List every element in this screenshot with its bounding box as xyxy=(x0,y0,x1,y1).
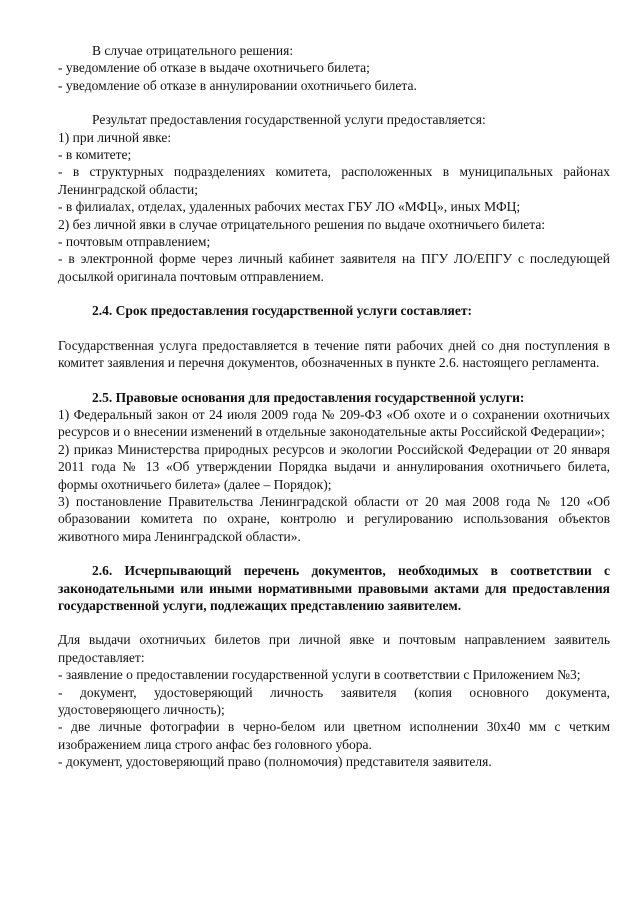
list-item: - документ, удостоверяющий личность заявителя (копия основного документа, удостоверяющего личность); xyxy=(58,684,610,717)
list-item: - в комитете; xyxy=(58,147,132,163)
list-item: 1) Федеральный закон от 24 июля 2009 года № 209-ФЗ «Об охоте и о сохранении охотничьих ресурсов и о внесении изменений в отдельные законодательные акты Российской Федерации»; xyxy=(58,406,610,440)
section-paragraph: Государственная услуга предоставляется в течение пяти рабочих дней со дня поступления в комитет заявления и перечня документов, обозначенных в пункте 2.6. настоящего регламента. xyxy=(58,337,610,371)
list-item: - уведомление об отказе в аннулировании охотничьего билета. xyxy=(58,77,417,93)
negative-decision-intro: В случае отрицательного решения: xyxy=(92,43,294,58)
section-heading: 2.6. Исчерпывающий перечень документов, необходимых в соответствии с законодательными или иными нормативными правовыми актами для предоставления государственной услуги, подлежащих представлению заявителем. xyxy=(58,563,610,613)
list-item: 2) без личной явки в случае отрицательного решения по выдаче охотничьего билета: xyxy=(58,216,546,232)
list-item: - в филиалах, отделах, удаленных рабочих местах ГБУ ЛО «МФЦ», иных МФЦ; xyxy=(58,199,521,215)
list-item: - в структурных подразделениях комитета, расположенных в муниципальных районах Ленинградской области; xyxy=(58,164,610,197)
list-item: - уведомление об отказе в выдаче охотничьего билета; xyxy=(58,60,370,76)
list-item: - заявление о предоставлении государственной услуги в соответствии с Приложением №3; xyxy=(58,667,581,683)
section-heading: 2.5. Правовые основания для предоставления государственной услуги: xyxy=(92,389,525,405)
list-item: - в электронной форме через личный кабинет заявителя на ПГУ ЛО/ЕПГУ с последующей досылкой оригинала почтовым отправлением. xyxy=(58,251,610,284)
list-item: - две личные фотографии в черно-белом или цветном исполнении 30х40 мм с четким изображением лица строго анфас без головного убора. xyxy=(58,719,610,752)
list-item: 2) приказ Министерства природных ресурсов и экологии Российской Федерации от 20 января 2011 года № 13 «Об утверждении Порядка выдачи и аннулирования охотничьего билета, формы охотничьего билета» (далее – Порядок); xyxy=(58,441,610,492)
result-intro: Результат предоставления государственной услуги предоставляется: xyxy=(92,112,486,128)
list-item: 1) при личной явке: xyxy=(58,129,172,145)
section-paragraph: Для выдачи охотничьих билетов при личной явке и почтовым направлением заявитель предоставляет: xyxy=(58,632,610,665)
section-heading: 2.4. Срок предоставления государственной услуги составляет: xyxy=(92,303,472,319)
list-item: - документ, удостоверяющий право (полномочия) представителя заявителя. xyxy=(58,754,492,770)
list-item: 3) постановление Правительства Ленинградской области от 20 мая 2008 года № 120 «Об образовании комитета по охране, контролю и регулированию использования объектов животного мира Ленинградской области». xyxy=(58,493,610,544)
list-item: - почтовым отправлением; xyxy=(58,234,211,250)
